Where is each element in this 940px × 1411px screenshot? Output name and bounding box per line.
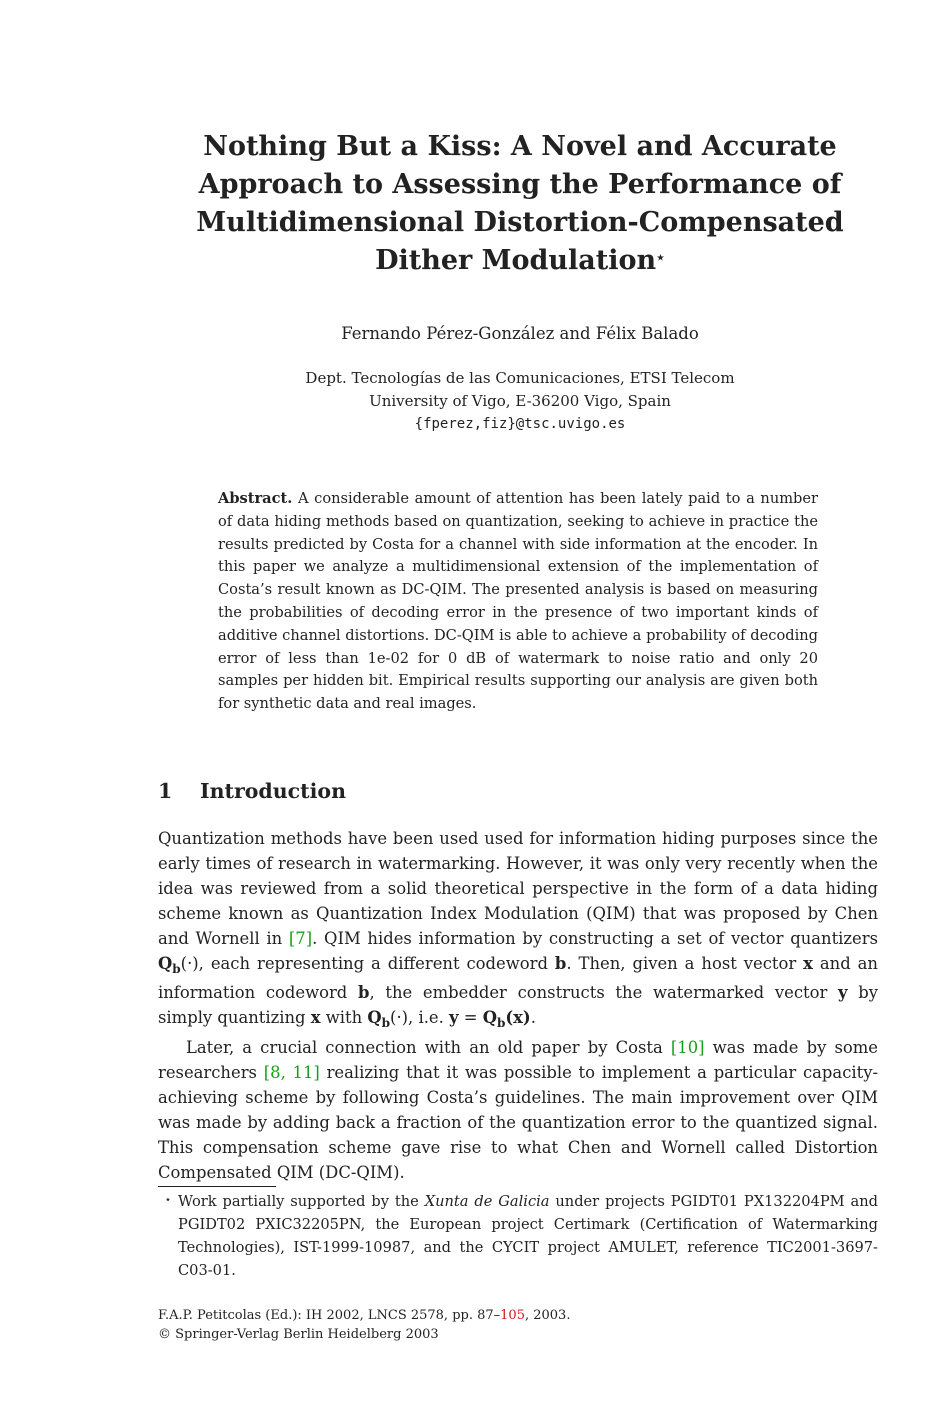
paragraph <box>158 827 878 1036</box>
math-subscript-b: b <box>497 1016 506 1031</box>
affiliation <box>170 367 870 436</box>
math-Q: Q <box>482 1008 498 1028</box>
math-Q: Q <box>367 1008 382 1028</box>
affiliation-dept: Dept. Tecnologías de las Comunicaciones, ETSI Telecom <box>305 369 735 387</box>
title-line-text: Dither Modulation <box>375 245 657 276</box>
footnote-marker[interactable]: ⋆ <box>656 250 665 266</box>
authors: Fernando Pérez-González and Félix Balado <box>341 324 699 343</box>
text-run: F.A.P. Petitcolas (Ed.): IH 2002, LNCS 2578, pp. 87– <box>158 1308 501 1323</box>
text-run: realizing that it was possible to implement a particular capacity-achieving scheme by following Costa’s guidelines. The main improvement over QIM was made by adding back a fraction of the quantization error to the quantized signal. This compensation scheme gave rise to what Chen and Wornell called Distortion Compensated QIM (DC-QIM). <box>158 1063 878 1182</box>
paper-title <box>170 128 870 280</box>
text-run: with <box>320 1008 368 1028</box>
text-run: by simply quantizing <box>158 983 878 1028</box>
text-run: , i.e. <box>408 1008 450 1028</box>
publication-info <box>158 1306 878 1344</box>
citation-bracket: [ <box>263 1063 271 1083</box>
math-y: y <box>838 983 848 1003</box>
affiliation-university: University of Vigo, E-36200 Vigo, Spain <box>369 392 671 410</box>
page-link[interactable]: 105 <box>500 1308 525 1323</box>
citation-bracket: ] <box>313 1063 320 1083</box>
text-run: . QIM hides information by constructing a set of vector quantizers <box>312 928 878 948</box>
abstract-heading: Abstract. <box>218 490 293 507</box>
math-b: b <box>554 953 567 973</box>
math-equals: = <box>458 1008 483 1028</box>
section-title: Introduction <box>200 779 346 803</box>
text-run: Later, a crucial connection with an old paper by Costa <box>186 1038 671 1058</box>
abstract-text: A considerable amount of attention has been lately paid to a number of data hiding methods based on quantization, seeking to achieve in practice the results predicted by Costa for a channel with side information at the encoder. In this paper we analyze a multidimensional extension of the implementation of Costa’s result known as DC-QIM. The presented analysis is based on measuring the probabilities of decoding error in the presence of two important kinds of additive channel distortions. DC-QIM is able to achieve a probability of decoding error of less than 1e-02 for 0 dB of watermark to noise ratio and only 20 samples per hidden bit. Empirical results supporting our analysis are given both for synthetic data and real images. <box>218 490 819 713</box>
publication-line <box>158 1306 878 1325</box>
text-run: and an information codeword <box>158 953 878 1003</box>
math-x: x <box>803 953 813 973</box>
text-run: . Then, given a host vector <box>566 953 804 973</box>
section-heading <box>158 776 346 806</box>
math-subscript-b: b <box>172 961 181 976</box>
funder-name: Xunta de Galicia <box>424 1193 550 1210</box>
title-line <box>170 242 870 280</box>
math-Q: Q <box>158 953 173 973</box>
text-run: , 2003. <box>524 1308 571 1323</box>
footnote <box>158 1190 878 1282</box>
text-run: Quantization methods have been used used for information hiding purposes since the early times of research in watermarking. However, it was only very recently when the idea was reviewed from a solid theoretical perspective in the form of a data hiding scheme known as Quantization Index Modulation (QIM) that was proposed by Chen and Wornell in <box>158 829 878 948</box>
title-line: Nothing But a Kiss: A Novel and Accurate <box>203 131 837 162</box>
section-number: 1 <box>158 779 173 803</box>
title-line: Approach to Assessing the Performance of <box>198 169 842 200</box>
text-run: . <box>530 1008 536 1028</box>
text-run: Work partially supported by the <box>178 1193 425 1210</box>
footnote-star: ⋆ <box>164 1193 172 1206</box>
math-arg-x: (x) <box>505 1008 531 1028</box>
math-x: x <box>310 1008 321 1028</box>
citation-link[interactable]: 8 <box>270 1063 281 1083</box>
text-run: under projects PGIDT01 PX132204PM and PGIDT02 PXIC32205PN, the European project Certimark (Certification of Watermarking Technologies), IST-1999-10987, and the CYCIT project AMULET, reference TIC2001-3697-C03-01. <box>178 1193 878 1279</box>
footnote-text <box>178 1190 878 1282</box>
math-subscript-b: b <box>381 1016 391 1031</box>
citation-link[interactable]: 11 <box>292 1063 314 1083</box>
email-address: {fperez,fiz}@tsc.uvigo.es <box>414 416 626 432</box>
text-run: , the embedder constructs the watermarked vector <box>369 983 838 1003</box>
math-b: b <box>358 983 370 1003</box>
title-line: Multidimensional Distortion-Compensated <box>196 207 844 238</box>
math-y: y <box>449 1008 459 1028</box>
math-arg: (·) <box>180 953 199 973</box>
text-run: , each representing a different codeword <box>198 953 555 973</box>
citation-link[interactable]: [10] <box>670 1038 705 1058</box>
introduction-body <box>158 827 878 1186</box>
citation-link[interactable]: [7] <box>288 928 313 948</box>
paragraph <box>158 1036 878 1185</box>
citation-separator: , <box>280 1063 293 1083</box>
abstract <box>218 488 818 716</box>
math-arg: (·) <box>390 1008 409 1028</box>
copyright-line: © Springer-Verlag Berlin Heidelberg 2003 <box>158 1327 439 1342</box>
text-run: was made by some researchers <box>158 1038 878 1083</box>
footnote-divider <box>158 1186 276 1187</box>
